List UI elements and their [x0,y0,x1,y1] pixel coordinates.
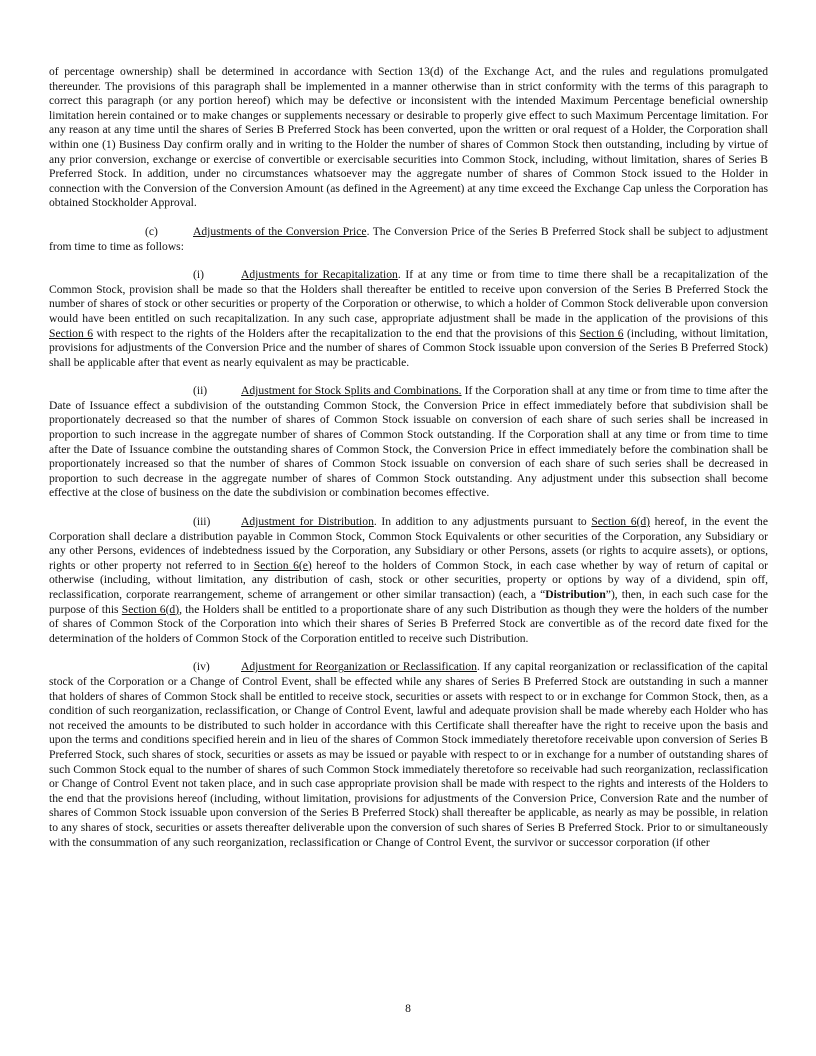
subsection-iii-text-3: hereof to the holders of Common Stock, in each case whether by way of return of capital or otherwise (including, without limitation, any distribution of cash, stock or other securities, property or options by way of a dividend, spin off, reclassification, corporate rearrangement, scheme of arrangement or other similar transaction) (each, a “ [49,558,768,601]
paragraph-intro-text: of percentage ownership) shall be determined in accordance with Section 13(d) of the Exchange Act, and the rules and regulations promulgated thereunder. The provisions of this paragraph shall be implemented in a manner otherwise than in strict conformity with the terms of this paragraph to correct this paragraph (or any portion hereof) which may be defective or inconsistent with the intended Maximum Percentage beneficial ownership limitation herein contained or to make changes or supplements necessary or desirable to properly give effect to such Maximum Percentage limitation. For any reason at any time until the shares of Series B Preferred Stock has been converted, upon the written or oral request of a Holder, the Corporation shall within one (1) Business Day confirm orally and in writing to the Holder the number of shares of Common Stock then outstanding, including by virtue of any prior conversion, exchange or exercise of convertible or exercisable securities into Common Stock, including, without limitation, shares of Series B Preferred Stock. In addition, under no circumstances whatsoever may the aggregate number of shares of Common Stock issued to the Holder in connection with the Conversion of the Conversion Amount (as defined in the Agreement) at any time exceed the Exchange Cap unless the Corporation has obtained Stockholder Approval. [49,65,768,210]
subsection-iii-text-4: ”), then, in each such case for the purpose of this [49,588,768,616]
subsection-ii-heading: Adjustment for Stock Splits and Combinations. [241,384,462,398]
subsection-i-paragraph [49,268,768,370]
subsection-i-text-3: (including, without limitation, provisions for adjustments of the Conversion Price and the number of shares of Common Stock issuable upon conversion of the Series B Preferred Stock) shall be applicable after that event as nearly equivalent as may be practicable. [49,326,768,369]
subsection-ii-marker: (ii) [193,384,208,398]
section-c-marker: (c) [145,224,158,238]
subsection-i-text-2: with respect to the rights of the Holders after the recapitalization to the end that the provisions of this [93,326,580,340]
subsection-iii-paragraph [49,515,768,646]
section-6-reference: Section 6 [579,326,624,340]
subsection-ii-paragraph [49,384,768,501]
subsection-iii-text-5: , the Holders shall be entitled to a proportionate share of any such Distribution as though they were the holders of the number of shares of Common Stock of the Corporation into which their shares of Series B Preferred Stock are convertible as of the record date fixed for the determination of the holders of Common Stock of the Corporation entitled to receive such Distribution. [49,602,768,645]
section-c-paragraph [49,225,768,254]
subsection-i-text-1: . If at any time or from time to time there shall be a recapitalization of the Common Stock, provision shall be made so that the Holders shall thereafter be entitled to receive upon conversion of the Series B Preferred Stock the number of shares of stock or other securities or property of the Corporation or otherwise, to which a holder of Common Stock deliverable upon conversion would have been entitled on such recapitalization. In any such case, appropriate adjustment shall be made in the application of the provisions of this [49,268,768,325]
subsection-iv-paragraph [49,660,768,850]
defined-term-distribution: Distribution [545,588,606,601]
section-6d-reference: Section 6(d) [121,602,180,616]
page-number: 8 [405,1002,411,1015]
subsection-ii-text: If the Corporation shall at any time or from time to time after the Date of Issuance effect a subdivision of the outstanding Common Stock, the Conversion Price in effect immediately before that subdivision shall be proportionately decreased so that the number of shares of Common Stock issuable on conversion of each share of such series shall be increased in proportion to such increase in the aggregate number of shares of Common Stock outstanding. If the Corporation shall at any time or from time to time after the Date of Issuance combine the outstanding shares of Common Stock, the Conversion Price in effect immediately before the combination shall be proportionately increased so that the number of shares of Common Stock issuable on conversion of each share of such series shall be decreased in proportion to such decrease in the aggregate number of shares of Common Stock outstanding. Any adjustment under this subsection shall become effective at the close of business on the date the subdivision or combination becomes effective. [49,384,768,500]
section-c-heading: Adjustments of the Conversion Price [193,224,367,238]
section-6e-reference: Section 6(e) [253,558,312,572]
section-c-text: . The Conversion Price of the Series B Preferred Stock shall be subject to adjustment from time to time as follows: [49,224,768,253]
subsection-iv-marker: (iv) [193,660,210,674]
section-6d-reference: Section 6(d) [591,515,651,529]
subsection-iii-text-2: hereof, in the event the Corporation shall declare a distribution payable in Common Stock, Common Stock Equivalents or other securities of the Corporation, any Subsidiary or any other Persons, evidences of indebtedness issued by the Corporation, any Subsidiary or other Persons, assets (or rights to acquire assets), or options, rights or other property not referred to in [49,515,768,572]
paragraph-intro [49,65,768,211]
subsection-i-marker: (i) [193,268,204,282]
subsection-iv-text: . If any capital reorganization or reclassification of the capital stock of the Corporation or a Change of Control Event, shall be effected while any shares of Series B Preferred Stock are outstanding in such a manner that holders of shares of Common Stock shall be entitled to receive stock, securities or assets with respect to or in exchange for Common Stock, then, as a condition of such reorganization, reclassification, or Change of Control Event, lawful and adequate provision shall be made whereby each Holder who has not received the amounts to be distributed to such holder in accordance with this Certificate shall thereafter have the right to receive upon the basis and upon the terms and conditions specified herein and in lieu of the shares of Common Stock immediately theretofore receivable upon conversion of Series B Preferred Stock, such shares of stock, securities or assets as may be issued or payable with respect to or in exchange for a number of outstanding shares of such Common Stock equal to the number of shares of such Common Stock immediately theretofore so receivable had such reorganization, reclassification or Change of Control Event not taken place, and in such case appropriate provision shall be made with respect to the rights and interests of the Holders to the end that the provisions hereof (including, without limitation, provisions for adjustments of the Conversion Price, Conversion Rate and the number of shares of Common Stock issuable upon conversion of the Series B Preferred Stock) shall thereafter be applicable, as nearly as may be possible, in relation to any shares of stock, securities or assets thereafter deliverable upon the conversion of such shares of Series B Preferred Stock. Prior to or simultaneously with the consummation of any such reorganization, reclassification or Change of Control Event, the survivor or successor corporation (if other [49,660,768,849]
subsection-iii-text-1: . In addition to any adjustments pursuant to [373,515,592,529]
section-6-reference: Section 6 [49,326,94,340]
subsection-iv-heading: Adjustment for Reorganization or Reclassification [241,660,477,674]
subsection-iii-marker: (iii) [193,515,211,529]
subsection-i-heading: Adjustments for Recapitalization [241,268,398,282]
subsection-iii-heading: Adjustment for Distribution [241,515,374,529]
